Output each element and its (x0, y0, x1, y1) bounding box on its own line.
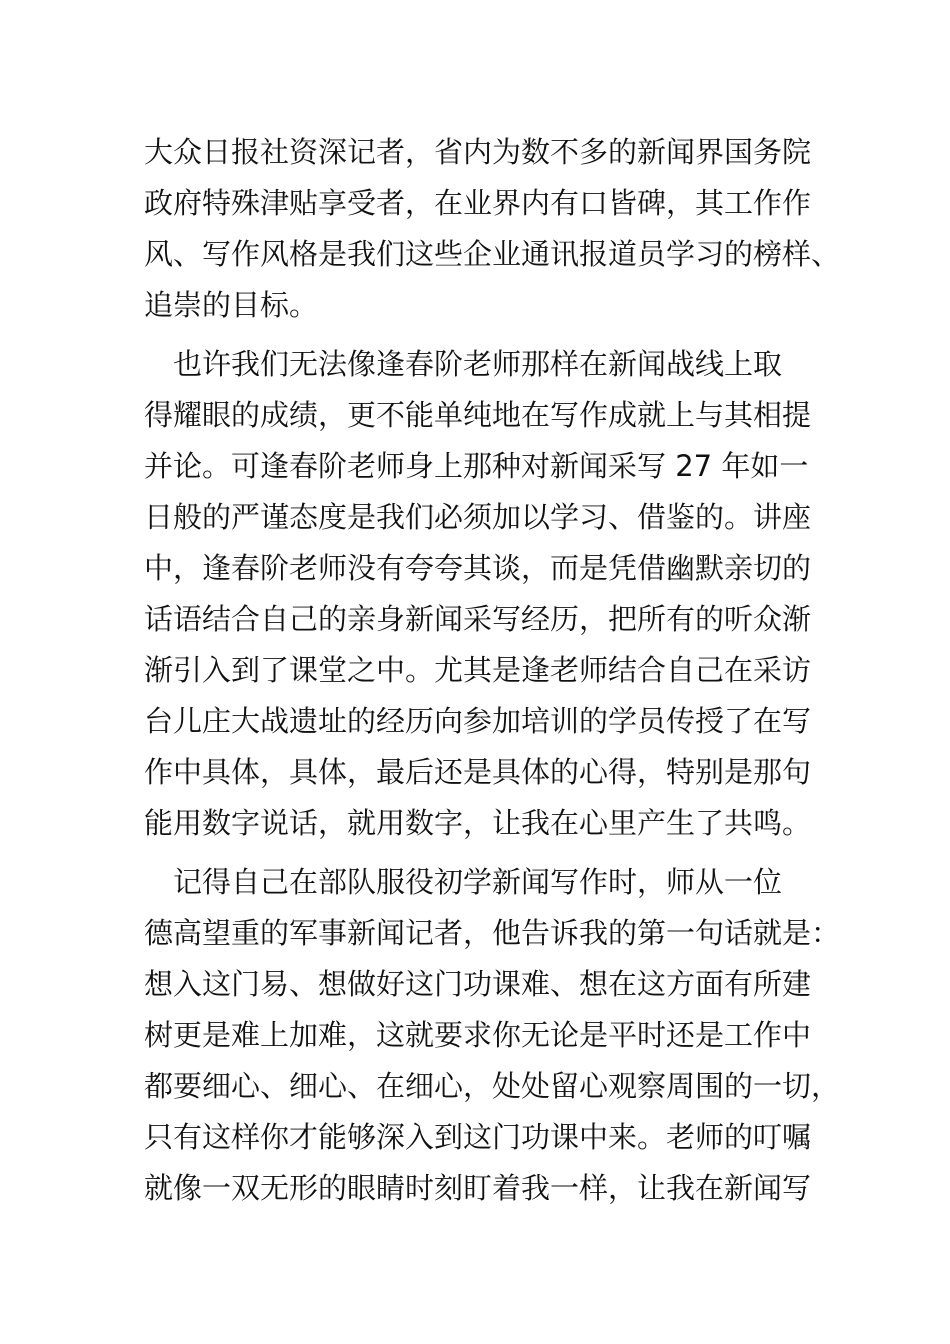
paragraph-2 (144, 339, 824, 849)
text-line: 台儿庄大战遗址的经历向参加培训的学员传授了在写 (144, 704, 812, 738)
text-line: 风、写作风格是我们这些企业通讯报道员学习的榜样、 (144, 237, 841, 271)
text-line: 想入这门易、想做好这门功课难、想在这方面有所建 (144, 967, 812, 1001)
text-line: 德高望重的军事新闻记者，他告诉我的第一句话就是： (144, 916, 841, 950)
body-text (144, 127, 841, 1214)
paragraph-1 (144, 127, 841, 331)
paragraph-3 (144, 857, 841, 1214)
text-line: 记得自己在部队服役初学新闻写作时，师从一位 (144, 865, 783, 899)
text-line: 日般的严谨态度是我们必须加以学习、借鉴的。讲座 (144, 500, 812, 534)
text-line: 并论。可逢春阶老师身上那种对新闻采写 27 年如一 (144, 449, 809, 483)
text-line: 渐引入到了课堂之中。尤其是逢老师结合自己在采访 (144, 653, 812, 687)
text-line: 能用数字说话，就用数字，让我在心里产生了共鸣。 (144, 806, 812, 840)
text-line: 政府特殊津贴享受者，在业界内有口皆碑，其工作作 (144, 186, 812, 220)
text-line: 中，逢春阶老师没有夸夸其谈，而是凭借幽默亲切的 (144, 551, 812, 585)
text-line: 就像一双无形的眼睛时刻盯着我一样，让我在新闻写 (144, 1171, 812, 1205)
text-line: 树更是难上加难，这就要求你无论是平时还是工作中 (144, 1018, 812, 1052)
text-line: 追崇的目标。 (144, 288, 319, 322)
text-line: 都要细心、细心、在细心，处处留心观察周围的一切， (144, 1069, 841, 1103)
text-line: 大众日报社资深记者，省内为数不多的新闻界国务院 (144, 135, 812, 169)
text-line: 得耀眼的成绩，更不能单纯地在写作成就上与其相提 (144, 398, 812, 432)
text-line: 作中具体，具体，最后还是具体的心得，特别是那句 (144, 755, 812, 789)
text-line: 只有这样你才能够深入到这门功课中来。老师的叮嘱 (144, 1120, 812, 1154)
text-line: 话语结合自己的亲身新闻采写经历，把所有的听众渐 (144, 602, 812, 636)
text-line: 也许我们无法像逢春阶老师那样在新闻战线上取 (144, 347, 783, 381)
